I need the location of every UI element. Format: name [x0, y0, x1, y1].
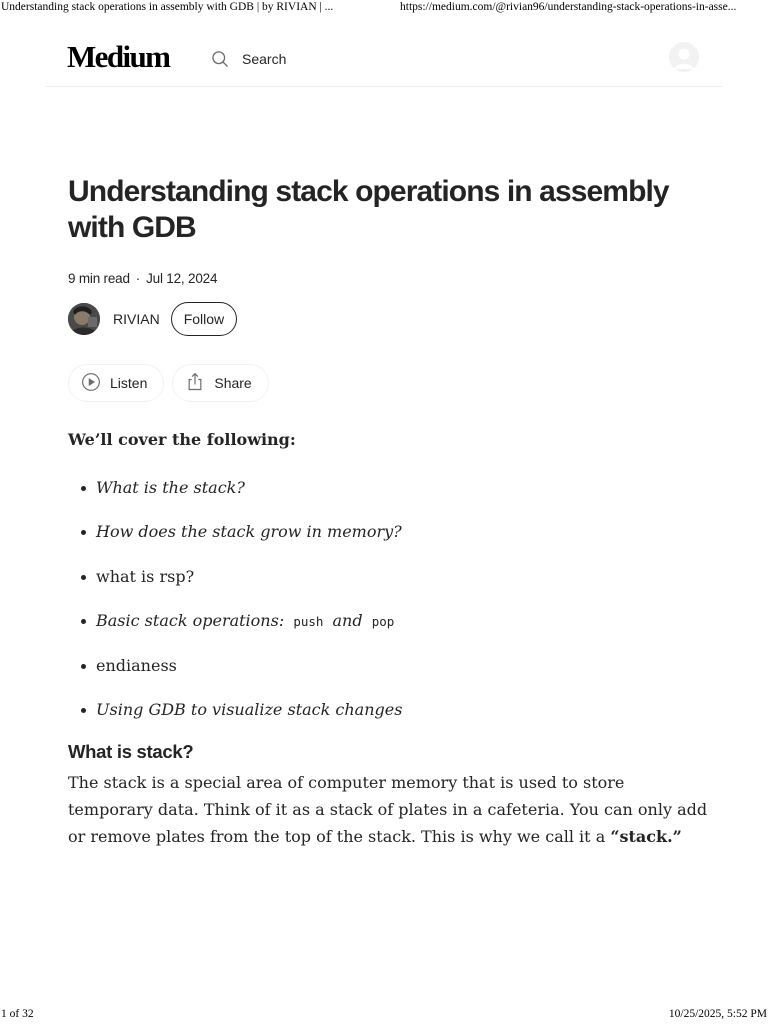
list-item: How does the stack grow in memory?: [68, 520, 402, 564]
play-icon: [81, 372, 110, 395]
print-page-title: Understanding stack operations in assembly with GDB | by RIVIAN | ...: [1, 1, 334, 13]
list-item: what is rsp?: [68, 565, 402, 609]
article-title: Understanding stack operations in assembly with GDB: [68, 175, 669, 244]
read-time: 9 min read: [68, 271, 130, 286]
share-button[interactable]: [172, 364, 268, 402]
list-item: Using GDB to visualize stack changes: [68, 698, 402, 742]
body-paragraph: [68, 769, 708, 850]
top-navigation-bar: [45, 28, 723, 87]
list-item: endianess: [68, 654, 402, 698]
paragraph-text: The stack is a special area of computer memory that is used to store temporary data. Think of it as a stack of plates in a cafeteria. You can only add or remove plates from the top of the stack. This is why we call it a: [68, 773, 708, 846]
meta-separator: ·: [135, 271, 141, 286]
inline-code-push: push: [293, 614, 324, 630]
print-datetime: 10/25/2025, 5:52 PM: [668, 1008, 767, 1020]
search-icon: [210, 49, 230, 69]
medium-logo[interactable]: Medium: [67, 39, 170, 74]
print-page-url: https://medium.com/@rivian96/understanding-stack-operations-in-asse...: [400, 1, 737, 13]
share-label: Share: [214, 375, 252, 391]
section-heading: What is stack?: [68, 741, 194, 762]
share-icon: [185, 372, 214, 395]
article-actions: [68, 364, 277, 400]
search-button[interactable]: [210, 48, 286, 70]
author-name[interactable]: RIVIAN: [113, 311, 160, 327]
publish-date: Jul 12, 2024: [146, 271, 218, 286]
print-footer: [0, 1008, 768, 1024]
print-header: [0, 0, 768, 16]
author-row: [68, 302, 237, 336]
list-item-and: and: [332, 611, 363, 631]
page-number: 1 of 32: [1, 1008, 34, 1020]
paragraph-bold: “stack.”: [610, 827, 682, 846]
user-avatar-icon[interactable]: [669, 42, 699, 72]
listen-button[interactable]: [68, 364, 164, 402]
intro-lead: We’ll cover the following:: [68, 430, 296, 449]
article-meta: [68, 271, 217, 286]
follow-button[interactable]: Follow: [171, 302, 237, 336]
list-item: [68, 609, 402, 653]
list-item: What is the stack?: [68, 476, 402, 520]
inline-code-pop: pop: [371, 614, 395, 630]
search-label: Search: [242, 51, 287, 67]
listen-label: Listen: [110, 375, 148, 391]
topics-list: [68, 476, 402, 742]
list-item-text: Basic stack operations:: [96, 611, 285, 631]
author-avatar[interactable]: [68, 303, 100, 335]
